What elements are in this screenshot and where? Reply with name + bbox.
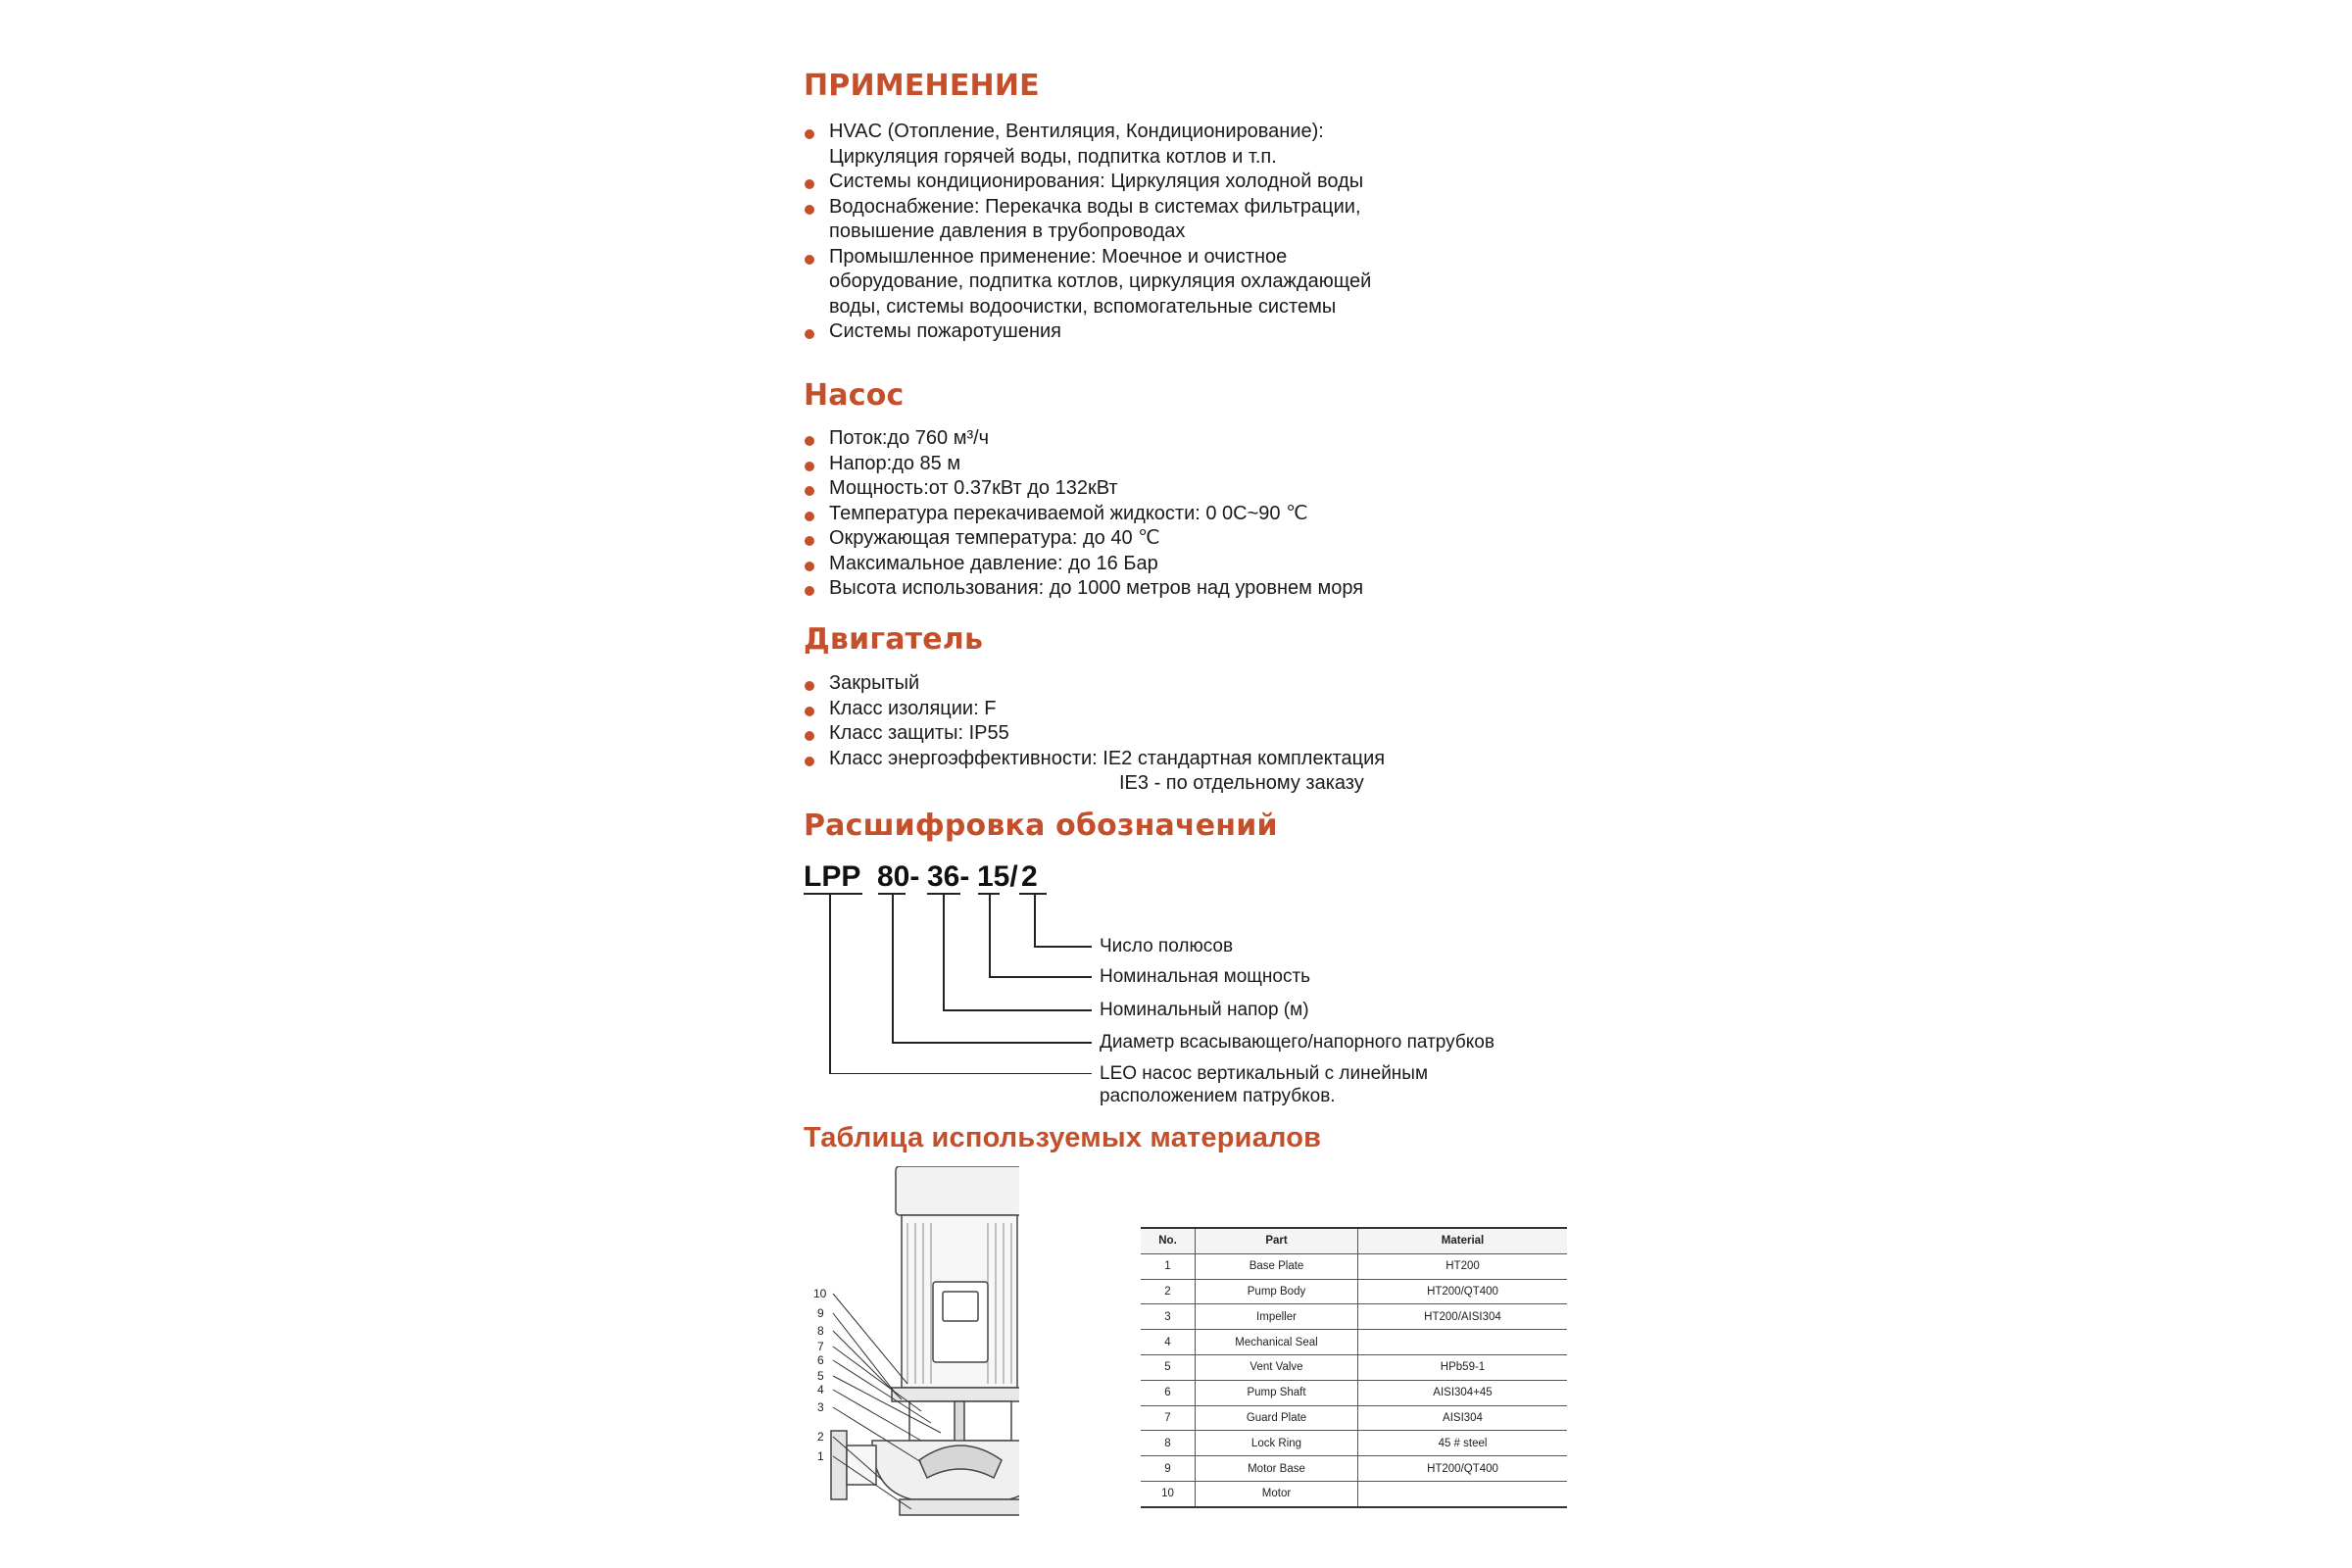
datasheet — [804, 0, 1607, 1568]
table-row: 3 Impeller HT200/AISI304 — [1141, 1304, 1567, 1330]
col-part: Part — [1196, 1228, 1358, 1253]
table-row: 10 Motor — [1141, 1481, 1567, 1506]
pump-section-drawing — [813, 1166, 1019, 1519]
list-item: HVAC (Отопление, Вентиляция, Кондиционирование): Циркуляция горячей воды, подпитка котлов и т.п. — [804, 120, 1371, 170]
table-header-row — [1141, 1228, 1567, 1253]
figure-number: 1 — [817, 1449, 824, 1463]
figure-number: 7 — [817, 1340, 824, 1353]
table-row: 9 Motor Base HT200/QT400 — [1141, 1456, 1567, 1482]
figure-number: 10 — [813, 1287, 827, 1300]
list-item: Температура перекачиваемой жидкости: 0 0C~90 ℃ — [804, 502, 1363, 527]
list-item: Промышленное применение: Моечное и очистное оборудование, подпитка котлов, циркуляция охлаждающей воды, системы водоочистки, вспомогательные системы — [804, 245, 1371, 320]
section-title-motor: Двигатель — [804, 622, 984, 657]
figure-number: 9 — [817, 1306, 824, 1320]
code-part-diameter: 80- — [877, 860, 920, 893]
section-title-materials: Таблица используемых материалов — [804, 1122, 1322, 1153]
list-item: Водоснабжение: Перекачка воды в системах фильтрации, повышение давления в трубопроводах — [804, 195, 1371, 245]
list-item: Системы пожаротушения — [804, 319, 1371, 345]
list-item: Поток:до 760 м³/ч — [804, 426, 1363, 452]
label-type: LEO насос вертикальный с линейным расположением патрубков. — [1100, 1063, 1429, 1106]
list-item: Высота использования: до 1000 метров над уровнем моря — [804, 576, 1363, 602]
code-part-head: 36- — [927, 860, 970, 893]
table-row: 4 Mechanical Seal — [1141, 1330, 1567, 1355]
figure-number: 6 — [817, 1353, 824, 1367]
section-title-pump: Насос — [804, 378, 905, 413]
table-row: 1 Base Plate HT200 — [1141, 1253, 1567, 1279]
table-row: 8 Lock Ring 45 # steel — [1141, 1431, 1567, 1456]
table-row: 2 Pump Body HT200/QT400 — [1141, 1279, 1567, 1304]
table-row: 6 Pump Shaft AISI304+45 — [1141, 1380, 1567, 1405]
list-item: Системы кондиционирования: Циркуляция холодной воды — [804, 170, 1371, 195]
table-row: 7 Guard Plate AISI304 — [1141, 1405, 1567, 1431]
figure-number: 8 — [817, 1324, 824, 1338]
code-part-poles: 2 — [1021, 860, 1038, 893]
list-item: Напор:до 85 м — [804, 452, 1363, 477]
list-item: Окружающая температура: до 40 ℃ — [804, 526, 1363, 552]
label-head: Номинальный напор (м) — [1100, 1000, 1309, 1020]
section-title-designation: Расшифровка обозначений — [804, 808, 1278, 843]
figure-number: 2 — [817, 1430, 824, 1444]
figure-number: 4 — [817, 1383, 824, 1396]
application-list — [804, 120, 1371, 345]
col-material: Material — [1358, 1228, 1568, 1253]
list-item: Максимальное давление: до 16 Бар — [804, 552, 1363, 577]
figure-number: 5 — [817, 1369, 824, 1383]
table-row: 5 Vent Valve HPb59-1 — [1141, 1354, 1567, 1380]
figure-number: 3 — [817, 1400, 824, 1414]
list-item: Класс изоляции: F — [804, 697, 1385, 722]
col-no: No. — [1141, 1228, 1196, 1253]
list-item: Класс защиты: IP55 — [804, 721, 1385, 747]
materials-table — [1141, 1227, 1567, 1508]
code-part-series: LPP — [804, 860, 861, 893]
code-part-power: 15/ — [977, 860, 1018, 893]
label-diameter: Диаметр всасывающего/напорного патрубков — [1100, 1032, 1494, 1053]
list-item: Мощность:от 0.37кВт до 132кВт — [804, 476, 1363, 502]
label-poles: Число полюсов — [1100, 936, 1234, 956]
label-power: Номинальная мощность — [1100, 966, 1311, 987]
pump-list — [804, 426, 1363, 602]
list-item: Класс энергоэффективности: IE2 стандартная комплектация IE3 - по отдельному заказу — [804, 747, 1385, 797]
section-title-application: ПРИМЕНЕНИЕ — [804, 69, 1040, 103]
motor-list — [804, 671, 1385, 797]
list-item: Закрытый — [804, 671, 1385, 697]
